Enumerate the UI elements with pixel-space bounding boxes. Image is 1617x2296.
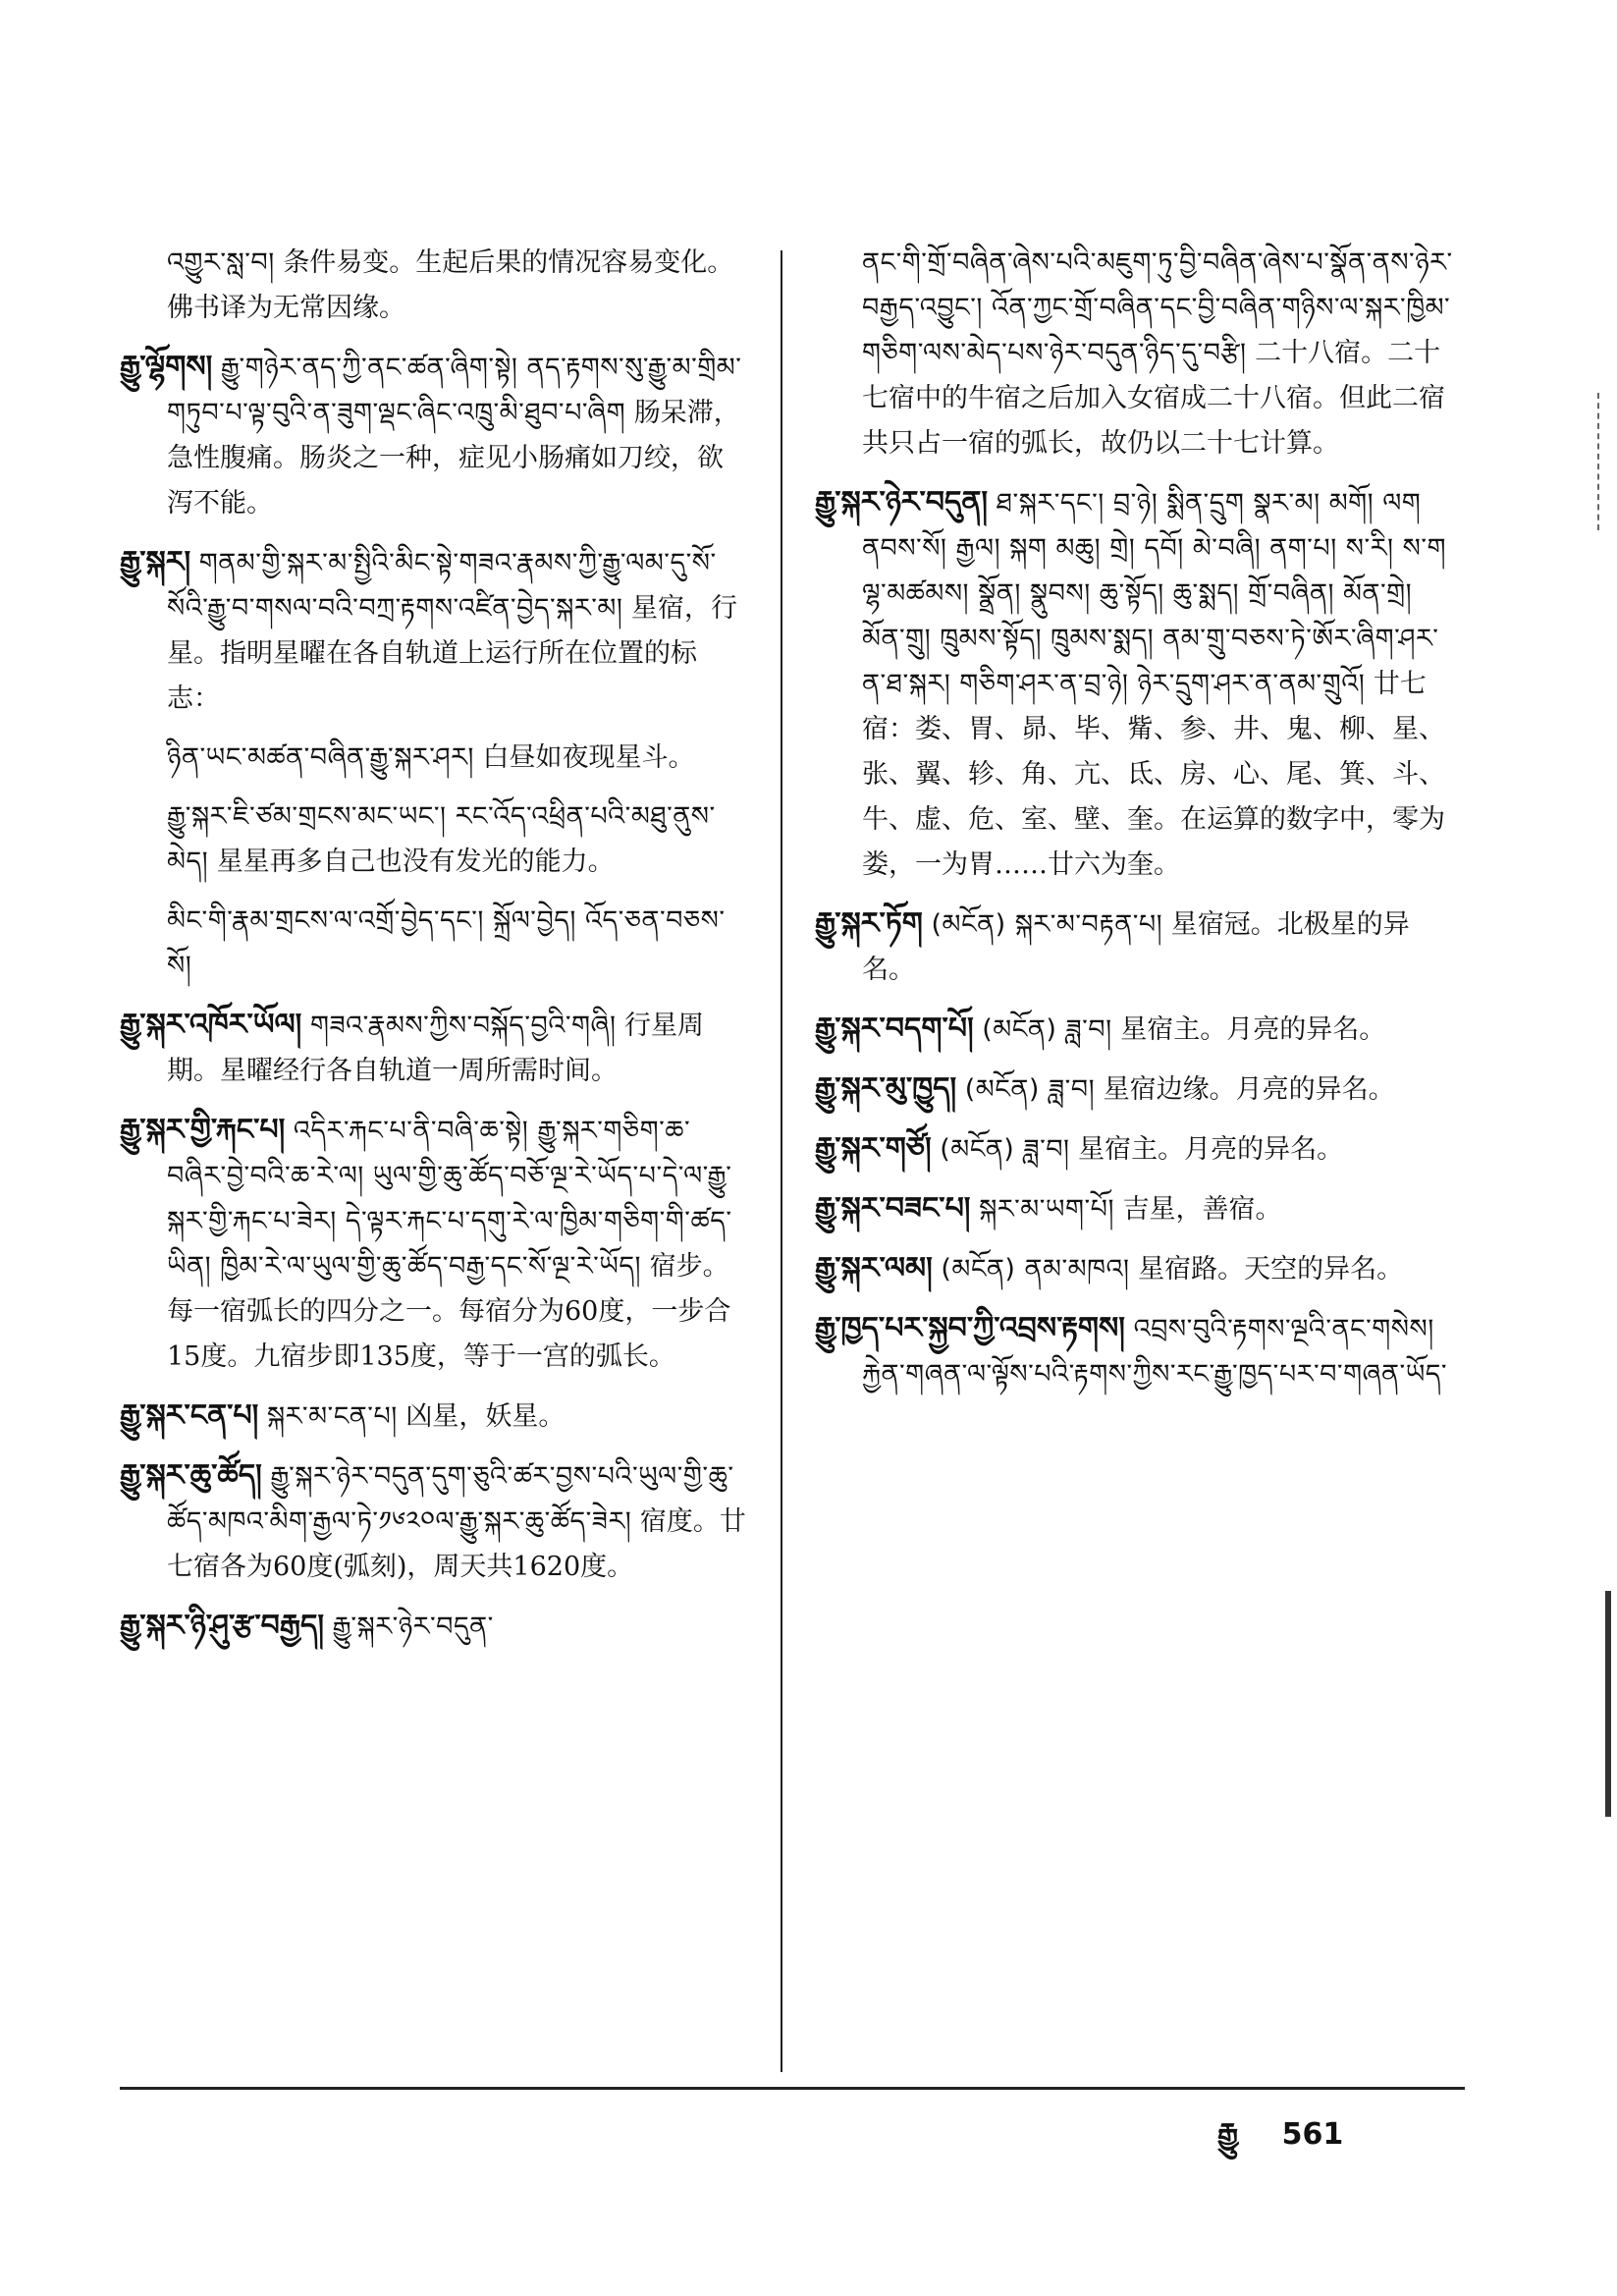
dictionary-entry <box>120 1003 748 1094</box>
dictionary-entry <box>815 1246 1453 1292</box>
entry-chinese-definition: 星宿路。天空的异名。 <box>1138 1254 1404 1285</box>
page-number: 561 <box>1281 2117 1344 2152</box>
entry-headword: རྒྱུ་སྐར་མུ་ཁྱུད། <box>815 1071 957 1106</box>
entry-tibetan-definition: (མངོན) ཟླ་བ། <box>940 1134 1070 1165</box>
entry-headword: རྒྱུ་སྐར་འཁོར་ཡོལ། <box>120 1008 302 1042</box>
entry-tibetan-definition: སྐར་མ་ངན་པ། <box>266 1401 398 1432</box>
dictionary-entry <box>120 1604 748 1650</box>
entry-headword: རྒྱུ་སྐར་ལམ། <box>815 1251 933 1285</box>
entry-tibetan-definition: མིང་གི་རྣམ་གྲངས་ལ་འགྲོ་བྱེད་དང་། སྐྲོལ་བྱེད། འོད་ཅན་བཅས་སོ། <box>167 905 726 981</box>
entry-headword: རྒྱུ་སྐར་གྱི་རྐང་པ། <box>120 1113 286 1147</box>
entry-chinese-definition: 星宿主。月亮的异名。 <box>1120 1014 1386 1045</box>
entry-headword: རྒྱུ་སྐར་ངན་པ། <box>120 1398 259 1433</box>
footer-letter: རྒྱུ <box>1217 2117 1239 2152</box>
entry-headword: རྒྱུ་ཁྱད་པར་སྐྱབ་ཀྱི་འབྲས་རྟགས། <box>815 1311 1125 1345</box>
dictionary-entry <box>815 480 1453 888</box>
column-divider <box>781 250 782 2072</box>
entry-tibetan-definition: རྒྱུ་སྐར་ཉེར་བདུན་ <box>332 1612 494 1642</box>
entry-chinese-definition: 宿步。每一宿弧长的四分之一。每宿分为60度，一步合15度。九宿步即135度，等于一宫的弧长。 <box>167 1251 731 1372</box>
entry-tibetan-definition: རྒྱུ་གཉེར་ནད་ཀྱི་ནང་ཚན་ཞིག་སྟེ། ནད་རྟགས་སུ་རྒྱུ་མ་གྲིམ་གཏུབ་པ་ལྟ་བུའི་ན་ཟུག་ལྡང་ཞིང་འཁྲུ་མི་ཐུབ་པ་ཞིག <box>167 353 742 428</box>
entry-chinese-definition: 星宿，行星。指明星曜在各自轨道上运行所在位置的标志： <box>167 593 737 714</box>
entry-headword: རྒྱུ་སྐར། <box>120 545 191 579</box>
entry-tibetan-definition: ཉིན་ཡང་མཚན་བཞིན་རྒྱུ་སྐར་ཤར། <box>167 742 474 773</box>
entry-tibetan-definition: (མངོན) ཟླ་བ། <box>964 1074 1096 1105</box>
dictionary-entry <box>815 241 1453 466</box>
entry-tibetan-definition: (མངོན) ཟླ་བ། <box>982 1014 1112 1045</box>
entry-tibetan-definition: འབྲས་བུའི་རྟགས་ལྔའི་ནང་གསེས། རྐྱེན་གཞན་ལ་ལྟོས་པའི་རྟགས་ཀྱིས་རང་རྒྱུ་ཁྱད་པར་བ་གཞན་ཡོད་ <box>862 1314 1448 1390</box>
entry-chinese-definition: 行星周期。星曜经行各自轨道一周所需时间。 <box>167 1011 705 1086</box>
bottom-rule <box>120 2087 1465 2090</box>
dictionary-entry <box>120 794 748 885</box>
entry-chinese-definition: 星宿主。月亮的异名。 <box>1078 1134 1344 1165</box>
entry-tibetan-definition: གནམ་གྱི་སྐར་མ་སྤྱིའི་མིང་སྟེ་གཟའ་རྣམས་ཀྱི་རྒྱུ་ལམ་དུ་སོ་སོའི་རྒྱུ་བ་གསལ་བའི་བཀྲ་རྟགས་འཛིན་བྱེད་སྐར་མ། <box>167 548 717 624</box>
dictionary-entry <box>815 1007 1453 1053</box>
left-column <box>120 241 748 1664</box>
right-column <box>815 241 1453 1411</box>
dictionary-entry <box>815 1126 1453 1173</box>
entry-tibetan-definition: རྒྱུ་སྐར་ཇི་ཙམ་གྲངས་མང་ཡང་། རང་འོད་འཕྲིན་པའི་མཐུ་ནུས་མེད། <box>167 801 716 877</box>
entry-chinese-definition: 宿度。廿七宿各为60度(弧刻)，周天共1620度。 <box>167 1506 746 1582</box>
dictionary-entry <box>815 902 1453 993</box>
entry-tibetan-definition: གཟའ་རྣམས་ཀྱིས་བསྐོད་བྱའི་གཞི། <box>309 1011 617 1041</box>
dictionary-entry <box>815 1066 1453 1113</box>
dictionary-entry <box>815 1306 1453 1397</box>
entry-chinese-definition: 吉星，善宿。 <box>1122 1194 1282 1225</box>
entry-tibetan-definition: ནང་གི་གྲོ་བཞིན་ཞེས་པའི་མཇུག་ཏུ་བྱི་བཞིན་ཞེས་པ་སྣོན་ནས་ཉེར་བརྒྱད་འབྱུང་། འོན་ཀྱང་གྲོ་བཞིན་དང་བྱི་བཞིན་གཉིས་ལ་སྐར་ཁྱིམ་གཅིག་ལས་མེད་པས་ཉེར་བདུན་ཉིད་དུ་བརྩི། <box>862 247 1453 368</box>
page-footer <box>1217 2102 1376 2184</box>
dictionary-entry <box>120 736 748 781</box>
entry-tibetan-definition: ཐ་སྐར་དང་། བྲ་ཉེ། སྨིན་དྲུག སྣར་མ། མགོ། ལག ནབས་སོ། རྒྱལ། སྐག མཆུ། གྲེ། དབོ། མེ་བཞི། ནག་པ། ས་རི། ས་ག ལྷ་མཚམས། སྣྲོན། སྣུབས། ཆུ་སྟོད། ཆུ་སྨད། གྲོ་བཞིན། མོན་གྲེ། མོན་གྲུ། ཁྲུམས་སྟོད། ཁྲུམས་སྨད། ནམ་གྲུ་བཅས་ཏེ་ཨོར་ཞིག་ཤར་ན་ཐ་སྐར། གཅིག་ཤར་ན་བྲ་ཉེ། ཉེར་དྲུག་ཤར་ན་ནམ་གྲུའོ། <box>862 488 1447 699</box>
entry-tibetan-definition: རྒྱུ་སྐར་ཉེར་བདུན་དུག་ཅུའི་ཚར་བྱས་པའི་ཡུལ་གྱི་ཆུ་ཚོད་མཁའ་མིག་རྒྱལ་ཏེ་༡༦༢༠ལ་རྒྱུ་སྐར་ཆུ་ཚོད་ཟེར། <box>167 1461 734 1537</box>
entry-headword: རྒྱུ་ལྷོགས། <box>120 350 213 384</box>
entry-headword: རྒྱུ་སྐར་ཆུ་ཚོད། <box>120 1458 262 1493</box>
dictionary-entry <box>120 1453 748 1590</box>
edge-bar <box>1605 1591 1611 1817</box>
entry-chinese-definition: 星宿边缘。月亮的异名。 <box>1103 1074 1395 1105</box>
dictionary-entry <box>815 1186 1453 1232</box>
entry-tibetan-definition: (མངོན) སྐར་མ་བརྟན་པ། <box>931 909 1163 940</box>
entry-chinese-definition: 星宿冠。北极星的异名。 <box>862 909 1410 985</box>
edge-marks <box>1597 393 1613 530</box>
entry-headword: རྒྱུ་སྐར་བདག་པོ། <box>815 1011 974 1046</box>
dictionary-entry <box>120 1108 748 1380</box>
entry-chinese-definition: 星星再多自己也没有发光的能力。 <box>216 847 615 877</box>
entry-headword: རྒྱུ་སྐར་གཙོ། <box>815 1131 932 1166</box>
entry-tibetan-definition: སྐར་མ་ཡག་པོ། <box>979 1194 1114 1225</box>
entry-chinese-definition: 白昼如夜现星斗。 <box>482 742 695 773</box>
entry-headword: རྒྱུ་སྐར་ཉི་ཤུ་རྩ་བརྒྱད། <box>120 1609 325 1643</box>
entry-tibetan-definition: འདིར་རྐང་པ་ནི་བཞི་ཆ་སྟེ། རྒྱུ་སྐར་གཅིག་ཆ་བཞིར་བྱེ་བའི་ཆ་རེ་ལ། ཡུལ་གྱི་ཆུ་ཚོད་བཅོ་ལྔ་རེ་ཡོད་པ་དེ་ལ་རྒྱུ་སྐར་གྱི་རྐང་པ་ཟེར། དེ་ལྟར་རྐང་པ་དགུ་རེ་ལ་ཁྱིམ་གཅིག་གི་ཚད་ཡིན། ཁྱིམ་རེ་ལ་ཡུལ་གྱི་ཆུ་ཚོད་བརྒྱ་དང་སོ་ལྔ་རེ་ཡོད། <box>167 1116 732 1282</box>
entry-chinese-definition: 凶星，妖星。 <box>405 1401 566 1432</box>
entry-chinese-definition: 肠呆滞，急性腹痛。肠炎之一种，症见小肠痛如刀绞，欲泻不能。 <box>167 398 740 519</box>
dictionary-entry <box>120 1394 748 1440</box>
entry-tibetan-definition: (མངོན) ནམ་མཁའ། <box>941 1254 1130 1285</box>
dictionary-entry <box>120 899 748 989</box>
entry-chinese-definition: 二十八宿。二十七宿中的牛宿之后加入女宿成二十八宿。但此二宿共只占一宿的弧长，故仍以二十七计算。 <box>862 338 1445 459</box>
entry-chinese-definition: 廿七宿：娄、胃、昴、毕、觜、参、井、鬼、柳、星、张、翼、轸、角、亢、氐、房、心、尾、箕、斗、牛、虚、危、室、壁、奎。在运算的数字中，零为娄，一为胃……廿六为奎。 <box>862 669 1445 880</box>
entry-tibetan-definition: འགྱུར་སླ་བ། <box>167 247 275 278</box>
dictionary-entry <box>120 540 748 722</box>
entry-headword: རྒྱུ་སྐར་ཏོག <box>815 906 923 941</box>
dictionary-entry <box>120 345 748 526</box>
entry-headword: རྒྱུ་སྐར་བཟང་པ། <box>815 1191 971 1226</box>
entry-headword: རྒྱུ་སྐར་ཉེར་བདུན། <box>815 485 989 519</box>
dictionary-entry <box>120 241 748 331</box>
entry-chinese-definition: 条件易变。生起后果的情况容易变化。佛书译为无常因缘。 <box>167 247 734 323</box>
